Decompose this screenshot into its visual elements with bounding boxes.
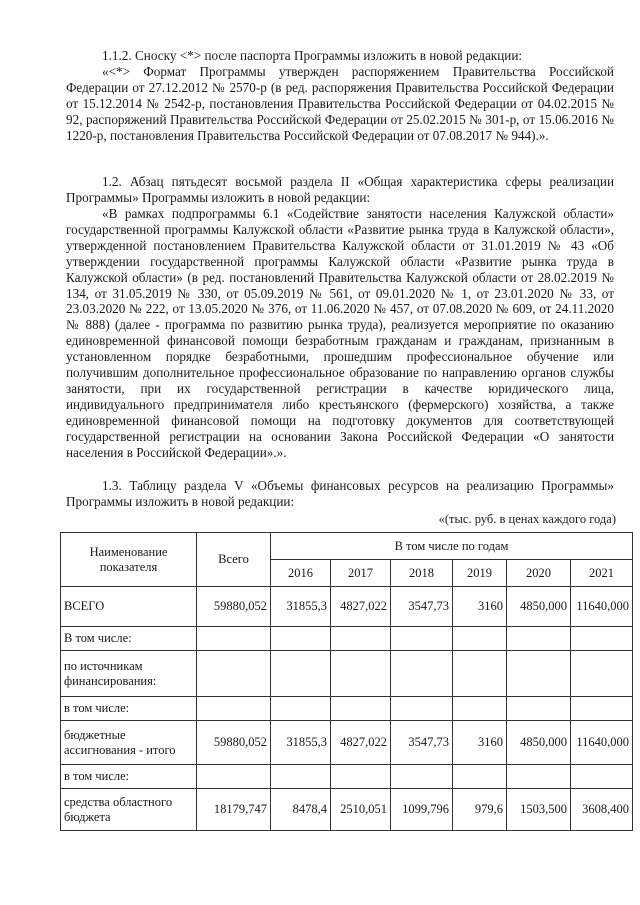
- table-row-budget-total: [61, 721, 633, 765]
- cell-value: 11640,000: [571, 721, 633, 765]
- table-row: [61, 697, 633, 721]
- table-row: [61, 765, 633, 789]
- table-row-regional-budget: [61, 789, 633, 831]
- cell-value: 1099,796: [391, 789, 453, 831]
- year-header: 2016: [271, 560, 331, 587]
- cell-value: 4850,000: [507, 721, 571, 765]
- cell-total: 59880,052: [197, 587, 271, 627]
- row-label: в том числе:: [61, 765, 197, 789]
- header-years-group: В том числе по годам: [271, 533, 633, 560]
- table-row: [61, 627, 633, 651]
- cell-value: 4827,022: [331, 587, 391, 627]
- cell-value: 31855,3: [271, 587, 331, 627]
- cell-value: 3160: [453, 587, 507, 627]
- para-1-1-2: 1.1.2. Сноску <*> после паспорта Программы изложить в новой редакции:: [102, 48, 523, 63]
- finance-table: [60, 532, 633, 831]
- header-total: Всего: [197, 533, 271, 587]
- cell-total: 18179,747: [197, 789, 271, 831]
- row-label: в том числе:: [61, 697, 197, 721]
- table-row: [61, 651, 633, 697]
- para-footnote: «<*> Формат Программы утвержден распоряжением Правительства Российской Федерации от 27.12.2012 № 2570-р (в ред. распоряжения Правительства Российской Федерации от 15.12.2014 № 2542-р, постановления Правительства Российской Федерации от 04.02.2015 № 92, распоряжений Правительства Российской Федерации от 25.02.2015 № 301-р, от 15.06.2016 № 1220-р, постановления Правительства Российской Федерации от 07.08.2017 № 944).».: [66, 64, 614, 143]
- cell-value: 4850,000: [507, 587, 571, 627]
- cell-value: 4827,022: [331, 721, 391, 765]
- year-header: 2020: [507, 560, 571, 587]
- row-label: средства областного бюджета: [61, 789, 197, 831]
- table-row-total: [61, 587, 633, 627]
- row-label: бюджетные ассигнования - итого: [61, 721, 197, 765]
- units-note: «(тыс. руб. в ценах каждого года): [438, 512, 616, 526]
- row-label: по источникам финансирования:: [61, 651, 197, 697]
- cell-value: 31855,3: [271, 721, 331, 765]
- cell-value: 1503,500: [507, 789, 571, 831]
- cell-value: 11640,000: [571, 587, 633, 627]
- para-1-3: 1.3. Таблицу раздела V «Объемы финансовых ресурсов на реализацию Программы» Программы изложить в новой редакции:: [66, 478, 614, 509]
- para-quote: «В рамках подпрограммы 6.1 «Содействие занятости населения Калужской области» государственной программы Калужской области «Развитие рынка труда в Калужской области», утвержденной постановлением Правительства Калужской области от 31.01.2019 № 43 «Об утверждении государственной программы Калужской области «Развитие рынка труда в Калужской области» (в ред. постановлений Правительства Калужской области от 28.02.2019 № 134, от 31.05.2019 № 330, от 05.09.2019 № 561, от 09.01.2020 № 1, от 23.01.2020 № 33, от 23.03.2020 № 222, от 13.05.2020 № 376, от 11.06.2020 № 457, от 07.08.2020 № 609, от 24.11.2020 № 888) (далее - программа по развитию рынка труда), реализуется мероприятие по оказанию единовременной финансовой помощи безработным гражданам и гражданам, признанным в установленном порядке безработными, прошедшим профессиональное обучение или получившим дополнительное профессиональное образование по направлению органов службы занятости, при их государственной регистрации в качестве юридического лица, индивидуального предпринимателя либо крестьянского (фермерского) хозяйства, а также единовременной финансовой помощи на подготовку документов для соответствующей государственной регистрации на основании Закона Российской Федерации «О занятости населения в Российской Федерации».».: [66, 206, 614, 460]
- row-label: В том числе:: [61, 627, 197, 651]
- year-header: 2021: [571, 560, 633, 587]
- cell-value: 3547,73: [391, 721, 453, 765]
- year-header: 2017: [331, 560, 391, 587]
- cell-total: 59880,052: [197, 721, 271, 765]
- year-header: 2018: [391, 560, 453, 587]
- cell-value: 3547,73: [391, 587, 453, 627]
- cell-value: 979,6: [453, 789, 507, 831]
- row-label: ВСЕГО: [61, 587, 197, 627]
- header-name: Наименование показателя: [61, 533, 197, 587]
- cell-value: 2510,051: [331, 789, 391, 831]
- cell-value: 3160: [453, 721, 507, 765]
- cell-value: 3608,400: [571, 789, 633, 831]
- para-1-2: 1.2. Абзац пятьдесят восьмой раздела II «Общая характеристика сферы реализации Программы» Программы изложить в новой редакции:: [66, 174, 614, 205]
- year-header: 2019: [453, 560, 507, 587]
- cell-value: 8478,4: [271, 789, 331, 831]
